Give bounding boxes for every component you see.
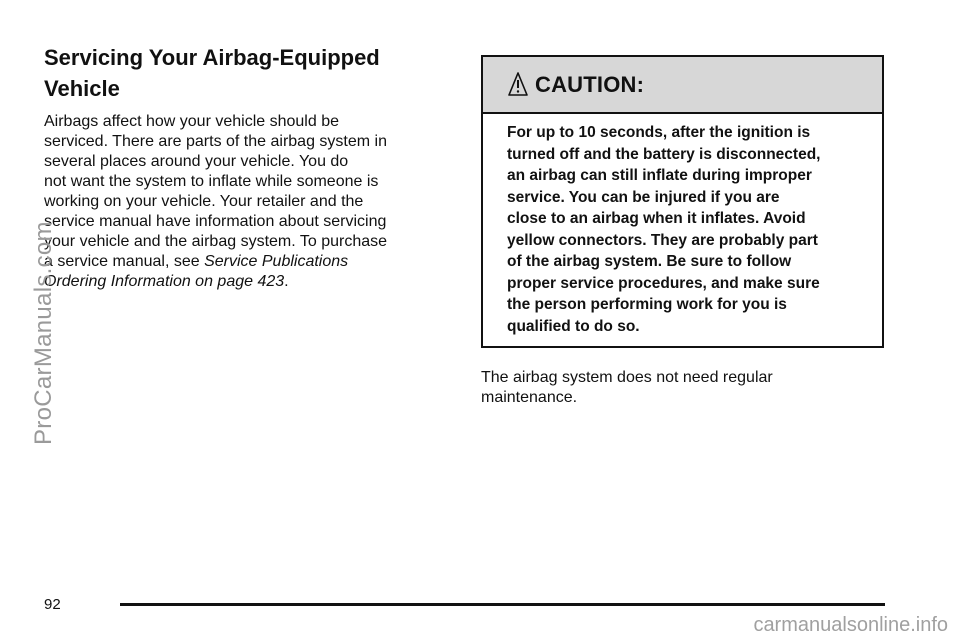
body-line: serviced. There are parts of the airbag system in	[44, 133, 387, 150]
body-line-reference	[44, 272, 444, 292]
body-line: service manual have information about servicing	[44, 213, 387, 230]
caution-line: close to an airbag when it inflates. Avoid	[507, 210, 806, 227]
body-line: Airbags affect how your vehicle should be	[44, 113, 339, 130]
body-line-reference	[44, 252, 444, 272]
caution-line: service. You can be injured if you are	[507, 188, 780, 206]
note-line: maintenance.	[481, 389, 578, 406]
caution-line: yellow connectors. They are probably part	[507, 231, 818, 249]
body-line: several places around your vehicle. You do	[44, 153, 349, 170]
heading-line-1: Servicing Your Airbag-Equipped	[44, 45, 380, 70]
body-line: working on your vehicle. Your retailer and the	[44, 193, 364, 210]
caution-header	[483, 57, 882, 114]
caution-line: proper service procedures, and make sure	[507, 274, 820, 292]
reference-prefix: a service manual, see	[44, 253, 205, 270]
caution-line: qualified to do so.	[507, 317, 640, 335]
caution-line: of the airbag system. Be sure to follow	[507, 253, 792, 270]
reference-link-part-2: Ordering Information on page 423	[44, 273, 285, 290]
section-heading	[44, 42, 444, 104]
body-line: not want the system to inflate while someone is	[44, 173, 379, 190]
maintenance-note	[481, 368, 881, 408]
caution-line: For up to 10 seconds, after the ignition is	[507, 124, 811, 141]
caution-line: an airbag can still inflate during improper	[507, 167, 812, 184]
caution-title: CAUTION:	[535, 71, 645, 97]
page-number: 92	[44, 596, 61, 613]
warning-triangle-icon	[507, 71, 529, 97]
section-body	[44, 112, 444, 292]
caution-text	[483, 114, 882, 337]
bottom-watermark: carmanualsonline.info	[753, 614, 948, 636]
caution-line: the person performing work for you is	[507, 296, 787, 313]
caution-line: turned off and the battery is disconnected,	[507, 145, 821, 163]
reference-link-part-1: Service Publications	[204, 253, 349, 270]
body-line: your vehicle and the airbag system. To purchase	[44, 233, 388, 250]
heading-line-2: Vehicle	[44, 76, 120, 101]
reference-suffix: .	[284, 273, 289, 290]
footer-divider	[120, 603, 885, 606]
caution-box	[481, 55, 884, 348]
note-line: The airbag system does not need regular	[481, 369, 773, 386]
side-watermark: ProCarManuals.com	[30, 221, 57, 445]
